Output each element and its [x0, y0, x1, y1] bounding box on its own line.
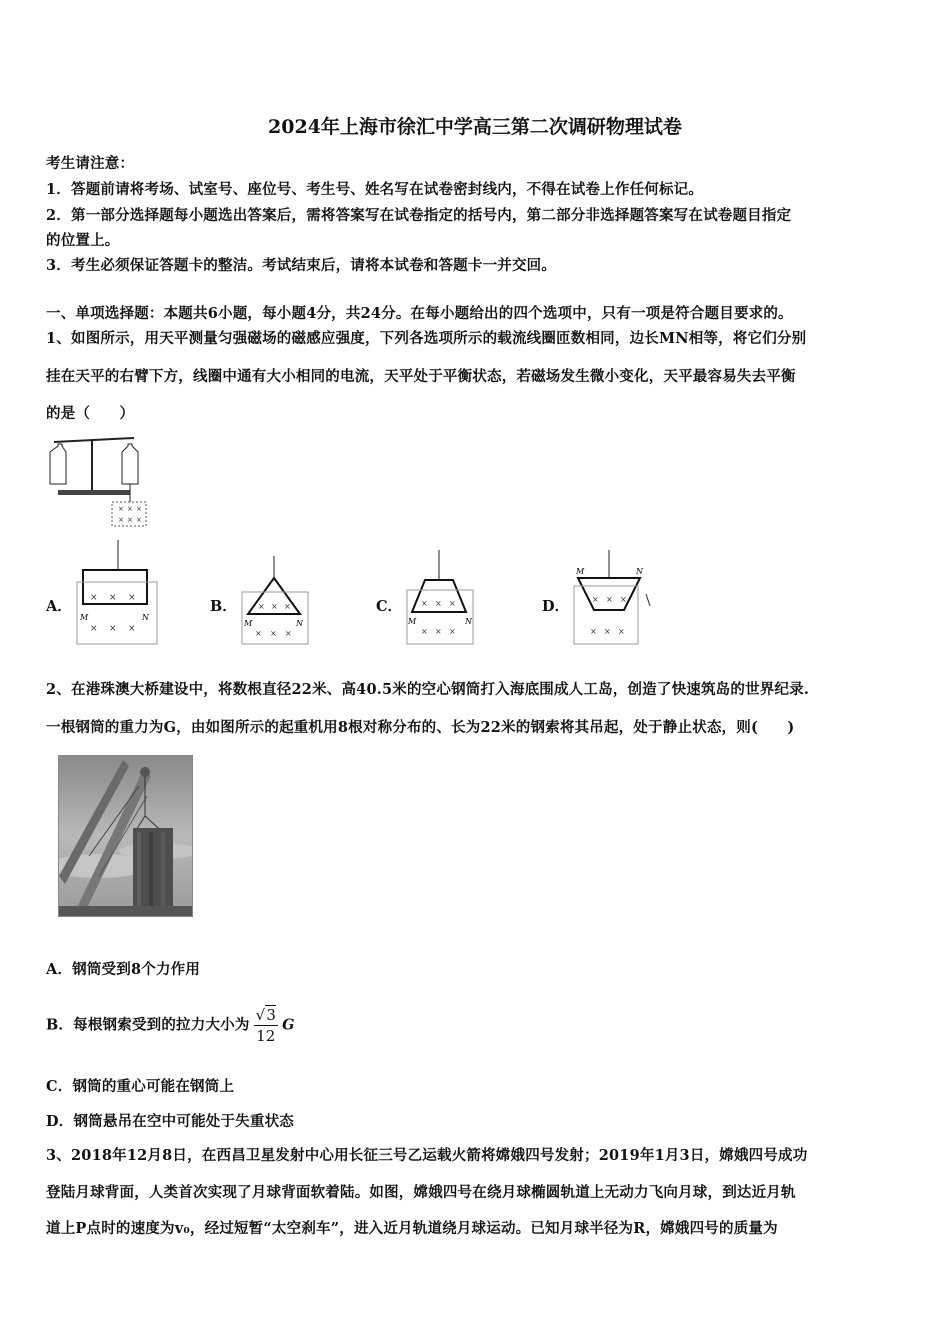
cross-mark: × — [136, 516, 142, 524]
svg-text:M: M — [576, 567, 585, 576]
notice-item-1: 1．答题前请将考场、试室号、座位号、考生号、姓名写在试卷密封线内，不得在试卷上作任何标记。 — [46, 181, 704, 198]
balance-diagram — [44, 432, 154, 528]
svg-text:N: N — [296, 619, 303, 628]
svg-text:×: × — [449, 627, 456, 636]
q1-line-1: 1、如图所示，用天平测量匀强磁场的磁感应强度，下列各选项所示的载流线圈匝数相同，边长MN相等，将它们分别 — [46, 330, 807, 347]
svg-text:×: × — [284, 602, 291, 611]
q3-line-2: 登陆月球背面，人类首次实现了月球背面软着陆。如图，嫦娥四号在绕月球椭圆轨道上无动力飞向月球，到达近月轨 — [46, 1184, 796, 1201]
q1-option-a-diagram — [72, 540, 164, 648]
svg-text:×: × — [421, 627, 428, 636]
notice-heading: 考生请注意： — [46, 155, 135, 172]
svg-text:×: × — [285, 629, 292, 638]
q2-option-b-prefix: B．每根钢索受到的拉力大小为 — [46, 1016, 250, 1034]
svg-text:×: × — [421, 599, 428, 608]
q1-option-c-label[interactable]: C． — [376, 598, 403, 615]
svg-text:×: × — [109, 593, 117, 603]
svg-text:×: × — [590, 627, 597, 636]
q1-line-3: 的是（ ） — [46, 405, 135, 422]
svg-text:×: × — [109, 624, 117, 634]
svg-text:×: × — [128, 624, 136, 634]
svg-text:×: × — [90, 593, 98, 603]
q1-option-c-diagram — [402, 550, 482, 648]
q2-option-a[interactable]: A．钢筒受到8个力作用 — [46, 961, 201, 978]
paper-title: 2024年上海市徐汇中学高三第二次调研物理试卷 — [268, 116, 682, 138]
svg-text:×: × — [449, 599, 456, 608]
q1-line-2: 挂在天平的右臂下方，线圈中通有大小相同的电流，天平处于平衡状态，若磁场发生微小变化，天平最容易失去平衡 — [46, 368, 796, 385]
q1-option-d-label[interactable]: D． — [542, 598, 570, 615]
svg-text:N: N — [142, 613, 149, 622]
svg-text:×: × — [620, 595, 627, 604]
svg-text:×: × — [258, 602, 265, 611]
q1-option-b-label[interactable]: B． — [210, 598, 237, 615]
notice-item-2-cont: 的位置上。 — [46, 232, 120, 249]
fraction: $\frac{√3}{12}$ — [255, 1006, 277, 1045]
svg-text:N: N — [636, 567, 643, 576]
cross-mark: × — [136, 505, 142, 513]
notice-item-2: 2．第一部分选择题每小题选出答案后，需将答案写在试卷指定的括号内，第二部分非选择题答案写在试卷题目指定 — [46, 207, 792, 224]
q2-option-d[interactable]: D．钢筒悬吊在空中可能处于失重状态 — [46, 1113, 294, 1130]
q2-option-c[interactable]: C．钢筒的重心可能在钢筒上 — [46, 1078, 235, 1095]
svg-text:×: × — [606, 595, 613, 604]
svg-text:N: N — [465, 617, 472, 626]
svg-text:M: M — [408, 617, 417, 626]
q1-option-a-label[interactable]: A． — [46, 598, 72, 615]
crane-photo — [58, 755, 193, 917]
q2-option-b[interactable] — [46, 1005, 295, 1045]
fraction-denominator: 12 — [256, 1027, 276, 1045]
q3-line-1: 3、2018年12月8日，在西昌卫星发射中心用长征三号乙运载火箭将嫦娥四号发射；2019年1月3日，嫦娥四号成功 — [46, 1147, 808, 1164]
notice-item-3: 3．考生必须保证答题卡的整洁。考试结束后，请将本试卷和答题卡一并交回。 — [46, 257, 557, 274]
svg-text:×: × — [270, 629, 277, 638]
q3-line-3: 道上P点时的速度为v₀，经过短暂“太空刹车”，进入近月轨道绕月球运动。已知月球半径为R，嫦娥四号的质量为 — [46, 1220, 778, 1237]
svg-text:×: × — [255, 629, 262, 638]
svg-text:×: × — [435, 627, 442, 636]
svg-text:×: × — [435, 599, 442, 608]
svg-text:M: M — [80, 613, 89, 622]
svg-text:M: M — [244, 619, 253, 628]
cross-mark: × — [118, 516, 124, 524]
q2-option-b-suffix: G — [282, 1016, 295, 1034]
q2-line-1: 2、在港珠澳大桥建设中，将数根直径22米、高40.5米的空心钢筒打入海底围成人工岛，创造了快速筑岛的世界纪录. — [46, 681, 810, 698]
svg-text:×: × — [592, 595, 599, 604]
q2-line-2: 一根钢筒的重力为G，由如图所示的起重机用8根对称分布的、长为22米的钢索将其吊起，处于静止状态，则( ) — [46, 719, 795, 736]
section-1-heading: 一、单项选择题：本题共6小题，每小题4分，共24分。在每小题给出的四个选项中，只有一项是符合题目要求的。 — [46, 305, 793, 322]
svg-text:×: × — [271, 602, 278, 611]
q1-option-b-diagram — [238, 556, 318, 648]
svg-text:×: × — [90, 624, 98, 634]
cross-mark: × — [118, 505, 124, 513]
cross-mark: × — [127, 516, 133, 524]
fraction-numerator: 3 — [266, 1006, 277, 1024]
svg-text:×: × — [604, 627, 611, 636]
svg-text:×: × — [618, 627, 625, 636]
svg-text:×: × — [128, 593, 136, 603]
cross-mark: × — [127, 505, 133, 513]
q1-option-d-diagram — [566, 550, 654, 648]
